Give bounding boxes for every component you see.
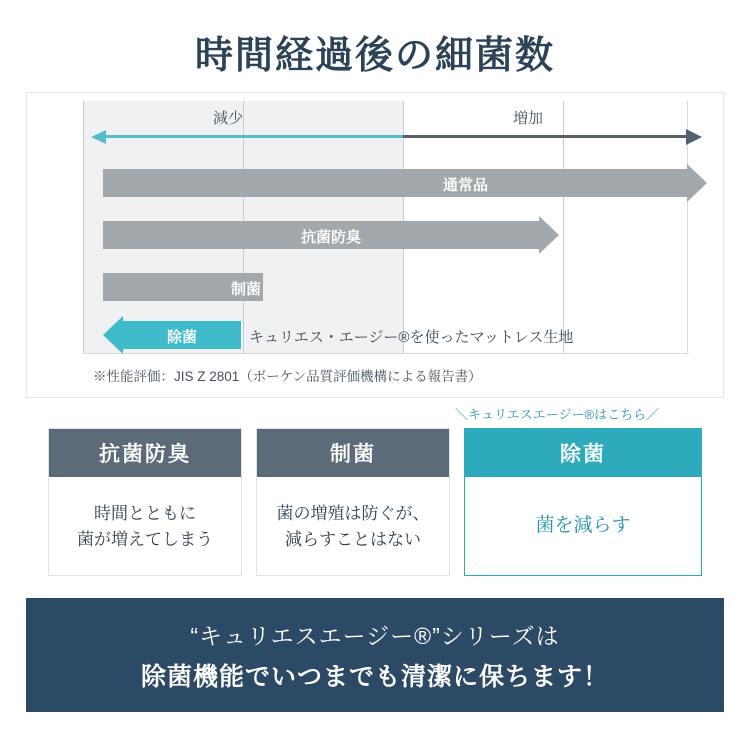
comparison-cards <box>48 428 702 578</box>
callout-slash-right-icon: ／ <box>646 407 660 422</box>
card-body <box>49 477 241 576</box>
bar-arrow-head-icon <box>103 316 123 354</box>
card-heading: 除菌 <box>465 429 701 477</box>
card-heading: 制菌 <box>257 429 449 477</box>
card-body <box>257 477 449 576</box>
increase-arrow-icon <box>403 135 687 138</box>
chart-card <box>26 92 724 398</box>
footer-banner <box>26 598 724 712</box>
axis-label-increase: 増加 <box>513 110 544 127</box>
callout-slash-left-icon: ＼ <box>455 407 469 422</box>
card-body <box>465 477 701 576</box>
chart-note: ※性能評価：JIS Z 2801（ボーケン品質評価機構による報告書） <box>93 369 482 384</box>
axis-label-decrease: 減少 <box>213 110 244 127</box>
bar-arrow-head-icon <box>687 164 707 202</box>
bar-caption-product: キュリエス・エージー®を使ったマットレス生地 <box>249 329 574 346</box>
card-line-1: 菌を減らす <box>535 515 631 537</box>
banner-line-1: “キュリエスエージー®”シリーズは <box>190 622 560 649</box>
card-heading: 抗菌防臭 <box>49 429 241 477</box>
gridline <box>83 101 84 353</box>
bar-arrow-head-icon <box>539 216 559 254</box>
callout-label <box>455 404 659 423</box>
card-line-1: 時間とともに <box>94 504 196 523</box>
bar-label-antibacterial: 抗菌防臭 <box>301 229 362 246</box>
card-line-2: 減らすことはない <box>285 529 421 549</box>
chart-area <box>27 93 725 399</box>
banner-line-2: 除菌機能でいつまでも清潔に保ちます！ <box>140 662 609 691</box>
callout-text: キュリエスエージー®はこちら <box>468 407 647 422</box>
card-bacteriostatic <box>256 428 450 576</box>
gridline <box>563 101 564 353</box>
card-sterilization <box>464 428 702 576</box>
bar-label-bacteriostatic: 制菌 <box>231 281 262 298</box>
card-antibacterial <box>48 428 242 576</box>
decrease-arrow-icon <box>105 135 403 138</box>
bar-body <box>103 169 687 197</box>
bar-label-normal: 通常品 <box>443 177 489 194</box>
bar-row-normal <box>103 169 707 197</box>
card-line-1: 菌の増殖は防ぐが、 <box>276 504 430 523</box>
chart-baseline <box>83 353 689 354</box>
card-line-2: 菌が増えてしまう <box>77 529 213 549</box>
page-title: 時間経過後の細菌数 <box>194 32 555 77</box>
bar-label-sterilization: 除菌 <box>167 329 198 346</box>
